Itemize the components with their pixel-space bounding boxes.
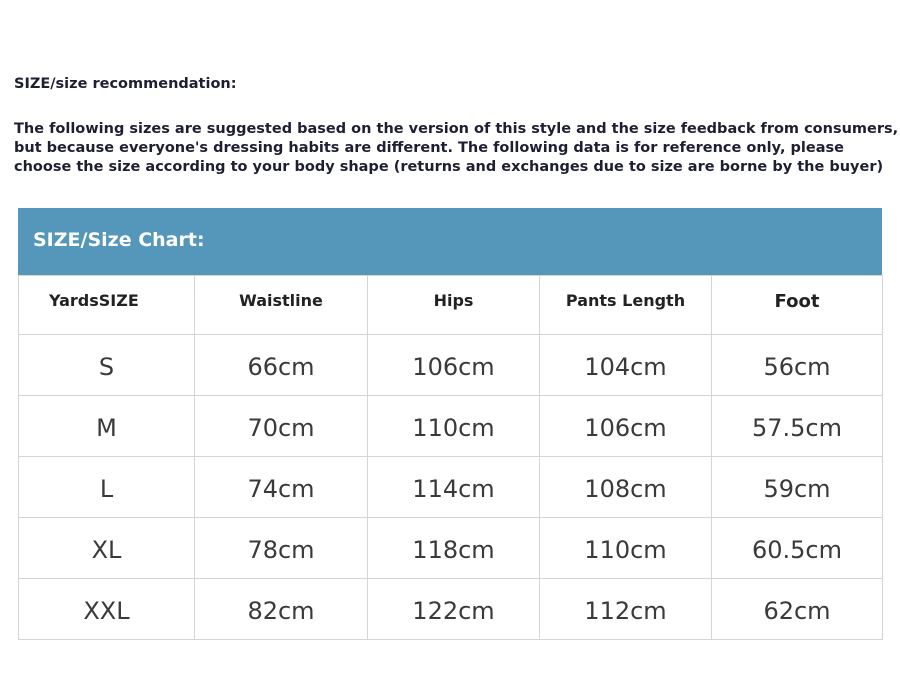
cell-hips: 110cm	[368, 396, 540, 457]
size-chart-title: SIZE/Size Chart:	[18, 208, 882, 275]
cell-pants-length: 110cm	[540, 518, 712, 579]
recommendation-line: The following sizes are suggested based on the version of this style and the size feedback from consumers,	[14, 121, 899, 137]
table-row	[19, 335, 883, 396]
cell-foot: 57.5cm	[712, 396, 883, 457]
cell-hips: 118cm	[368, 518, 540, 579]
size-chart	[18, 208, 882, 640]
cell-foot: 60.5cm	[712, 518, 883, 579]
column-header-hips: Hips	[368, 276, 540, 335]
cell-pants-length: 108cm	[540, 457, 712, 518]
cell-waistline: 74cm	[195, 457, 368, 518]
cell-foot: 62cm	[712, 579, 883, 640]
cell-size: XXL	[19, 579, 195, 640]
table-row	[19, 579, 883, 640]
column-header-pants-length: Pants Length	[540, 276, 712, 335]
cell-waistline: 78cm	[195, 518, 368, 579]
recommendation-text	[14, 120, 899, 177]
cell-size: S	[19, 335, 195, 396]
recommendation-title: SIZE/size recommendation:	[14, 76, 237, 92]
cell-waistline: 70cm	[195, 396, 368, 457]
column-header-size: YardsSIZE	[19, 276, 195, 335]
cell-size: L	[19, 457, 195, 518]
cell-size: M	[19, 396, 195, 457]
recommendation-line: choose the size according to your body shape (returns and exchanges due to size are borne by the buyer)	[14, 159, 884, 175]
column-header-waistline: Waistline	[195, 276, 368, 335]
cell-hips: 106cm	[368, 335, 540, 396]
cell-foot: 56cm	[712, 335, 883, 396]
cell-pants-length: 106cm	[540, 396, 712, 457]
cell-hips: 122cm	[368, 579, 540, 640]
table-row	[19, 396, 883, 457]
cell-waistline: 66cm	[195, 335, 368, 396]
cell-foot: 59cm	[712, 457, 883, 518]
table-row	[19, 457, 883, 518]
cell-hips: 114cm	[368, 457, 540, 518]
recommendation-line: but because everyone's dressing habits are different. The following data is for reference only, please	[14, 140, 844, 156]
cell-size: XL	[19, 518, 195, 579]
table-header-row	[19, 276, 883, 335]
table-row	[19, 518, 883, 579]
column-header-foot: Foot	[712, 276, 883, 335]
cell-pants-length: 112cm	[540, 579, 712, 640]
cell-pants-length: 104cm	[540, 335, 712, 396]
cell-waistline: 82cm	[195, 579, 368, 640]
size-table	[18, 275, 883, 640]
